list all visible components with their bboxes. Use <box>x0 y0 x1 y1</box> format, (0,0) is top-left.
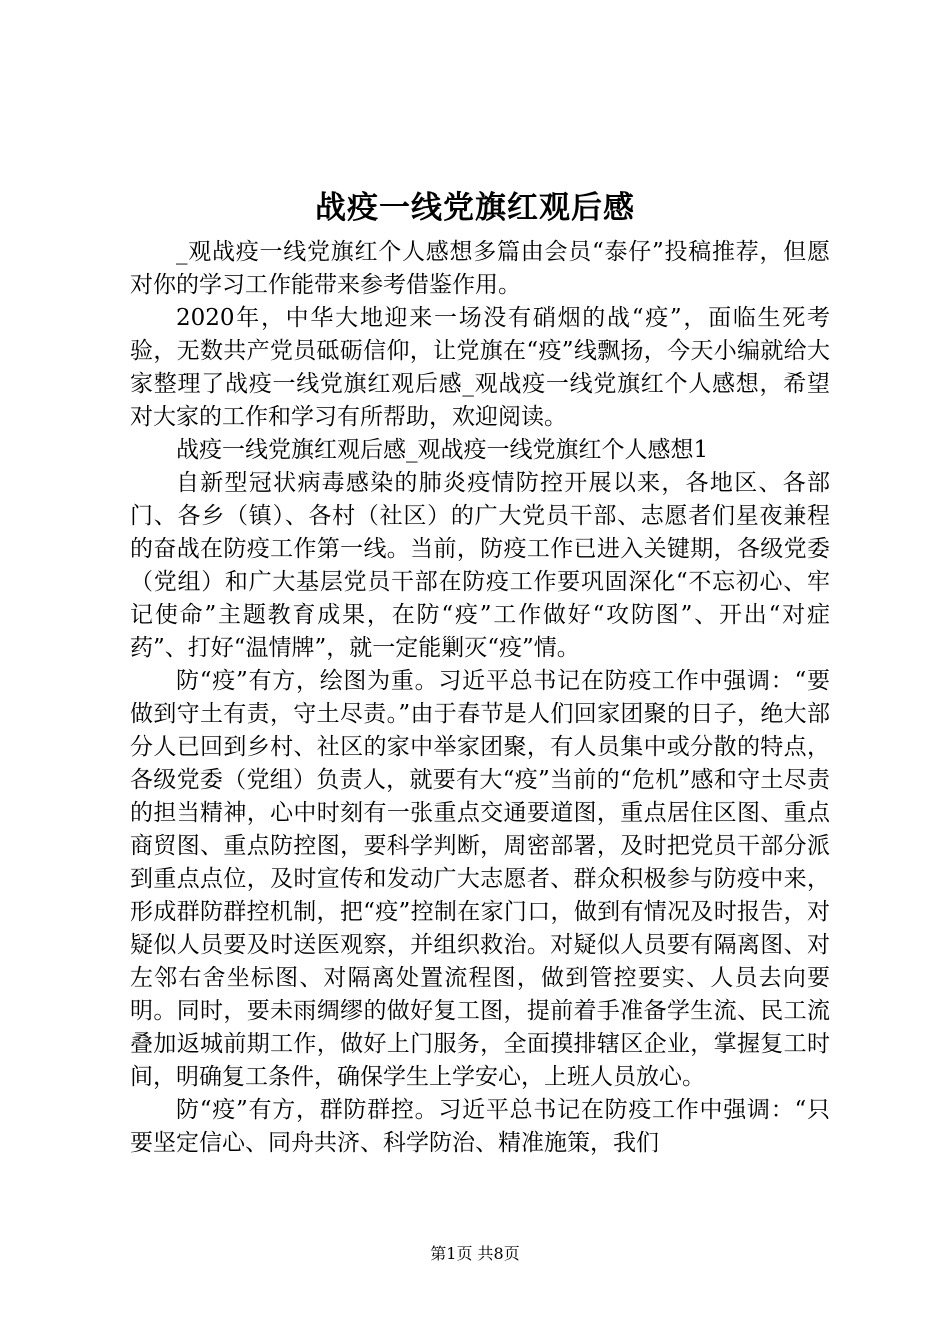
page-footer: 第1页 共8页 <box>430 1244 520 1263</box>
body-paragraph: 防“疫”有方，群防群控。习近平总书记在防疫工作中强调：“只要坚定信心、同舟共济、科学防治、精准施策，我们 <box>130 1097 830 1156</box>
section-heading: 战疫一线党旗红观后感_观战疫一线党旗红个人感想1 <box>176 437 709 463</box>
body-paragraph: 自新型冠状病毒感染的肺炎疫情防控开展以来，各地区、各部门、各乡（镇）、各村（社区）的广大党员干部、志愿者们星夜兼程的奋战在防疫工作第一线。当前，防疫工作已进入关键期，各级党委（党组）和广大基层党员干部在防疫工作要巩固深化“不忘初心、牢记使命”主题教育成果，在防“疫”工作做好“攻防图”、开出“对症药”、打好“温情牌”，就一定能剿灭“疫”情。 <box>130 470 830 661</box>
intro-paragraph: _观战疫一线党旗红个人感想多篇由会员“泰仔”投稿推荐，但愿对你的学习工作能带来参考借鉴作用。 <box>130 239 830 298</box>
background-paragraph: 2020年，中华大地迎来一场没有硝烟的战“疫”，面临生死考验，无数共产党员砥砺信仰，让党旗在“疫”线飘扬，今天小编就给大家整理了战疫一线党旗红观后感_观战疫一线党旗红个人感想，希望对大家的工作和学习有所帮助，欢迎阅读。 <box>130 305 830 430</box>
document-body <box>130 236 830 1160</box>
document-title: 战疫一线党旗红观后感 <box>315 190 635 226</box>
body-paragraph: 防“疫”有方，绘图为重。习近平总书记在防疫工作中强调：“要做到守土有责，守土尽责。”由于春节是人们回家团聚的日子，绝大部分人已回到乡村、社区的家中举家团聚，有人员集中或分散的特点，各级党委（党组）负责人，就要有大“疫”当前的“危机”感和守土尽责的担当精神，心中时刻有一张重点交通要道图，重点居住区图、重点商贸图、重点防控图，要科学判断，周密部署，及时把党员干部分派到重点点位，及时宣传和发动广大志愿者、群众积极参与防疫中来，形成群防群控机制，把“疫”控制在家门口，做到有情况及时报告，对疑似人员要及时送医观察，并组织救治。对疑似人员要有隔离图、对左邻右舍坐标图、对隔离处置流程图，做到管控要实、人员去向要明。同时，要未雨绸缪的做好复工图，提前着手准备学生流、民工流叠加返城前期工作，做好上门服务，全面摸排辖区企业，掌握复工时间，明确复工条件，确保学生上学安心，上班人员放心。 <box>130 668 830 1090</box>
